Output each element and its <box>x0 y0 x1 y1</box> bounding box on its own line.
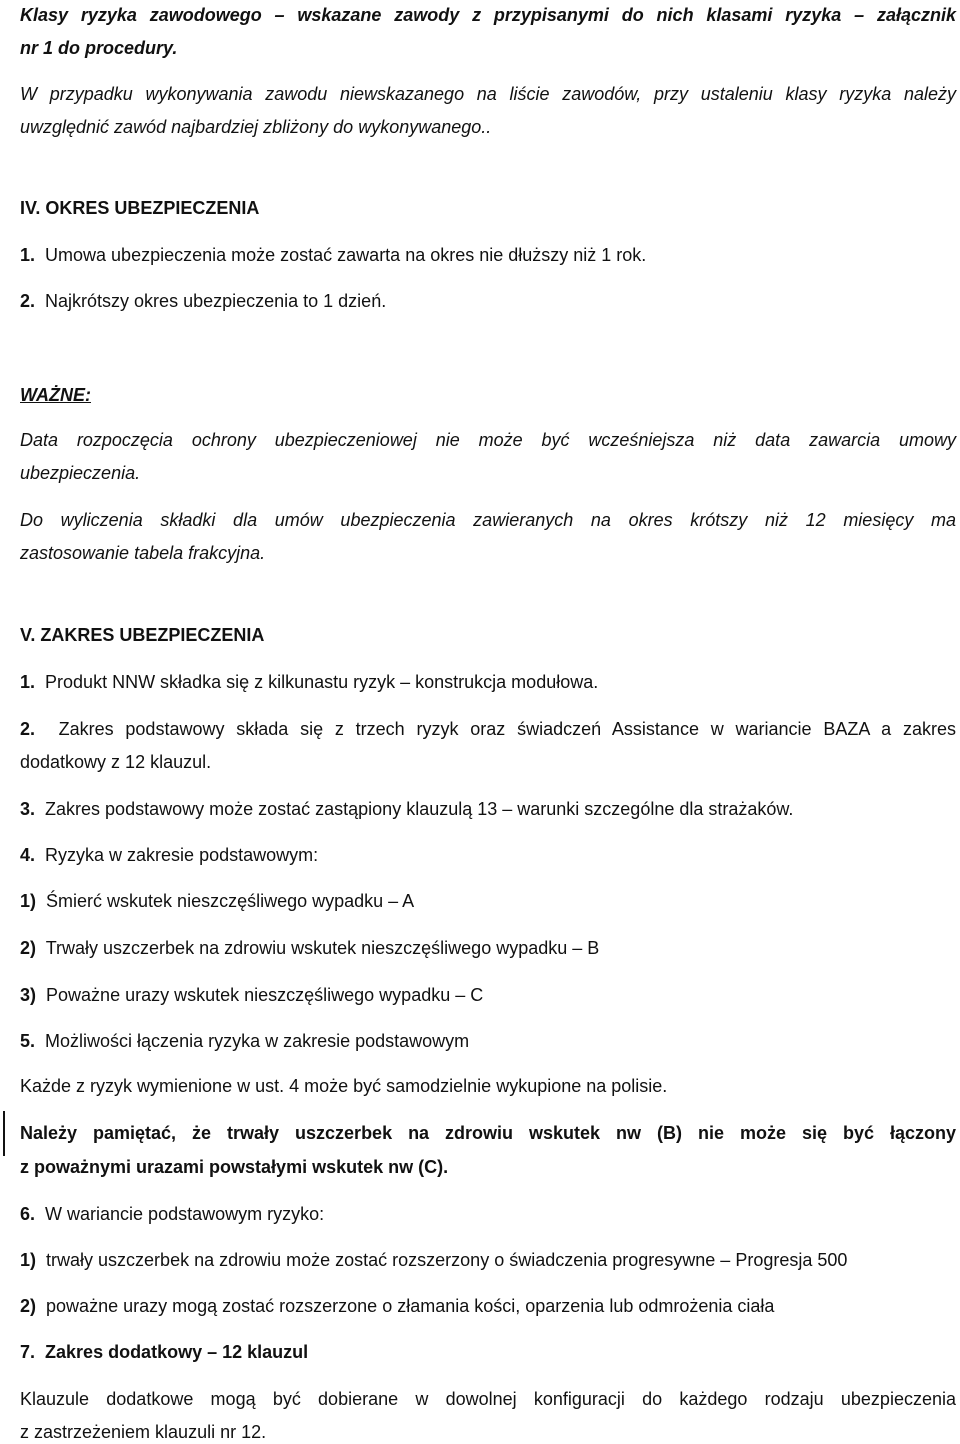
final-line-1: Klauzule dodatkowe mogą być dobierane w dowolnej konfiguracji do każdego rodzaju ubezpieczenia <box>20 1389 956 1409</box>
item-text: Śmierć wskutek nieszczęśliwego wypadku – A <box>46 891 415 911</box>
item-text: Poważne urazy wskutek nieszczęśliwego wypadku – C <box>46 985 484 1005</box>
item-text: Najkrótszy okres ubezpieczenia to 1 dzień. <box>45 291 387 311</box>
section-v-para-3 <box>20 797 793 821</box>
item-text: Możliwości łączenia ryzyka w zakresie podstawowym <box>45 1031 470 1051</box>
item-number: 1) <box>20 891 37 911</box>
top-line-1: Klasy ryzyka zawodowego – wskazane zawody z przypisanymi do nich klasami ryzyka – załącznik <box>20 5 956 25</box>
note-1-line-2: ubezpieczenia. <box>20 463 141 483</box>
item-text: Zakres podstawowy może zostać zastąpiony klauzulą 13 – warunki szczególne dla strażaków. <box>45 799 794 819</box>
item-text: Ryzyka w zakresie podstawowym: <box>45 845 319 865</box>
item-text: Produkt NNW składka się z kilkunastu ryzyk – konstrukcja modułowa. <box>45 672 599 692</box>
note-2-line-2: zastosowanie tabela frakcyjna. <box>20 543 266 563</box>
top-line-4: uwzględnić zawód najbardziej zbliżony do wykonywanego.. <box>20 117 492 137</box>
item-number: 1) <box>20 1250 37 1270</box>
section-v-para-6 <box>20 1202 324 1226</box>
section-iv-item-1 <box>20 243 646 267</box>
final-line-2: z zastrzeżeniem klauzuli nr 12. <box>20 1422 267 1442</box>
item-number: 3. <box>20 799 36 819</box>
item-number: 1. <box>20 672 36 692</box>
item-number: 2. <box>20 719 36 739</box>
top-line-2: nr 1 do procedury. <box>20 38 178 58</box>
item-number: 6. <box>20 1204 36 1224</box>
item-number: 3) <box>20 985 37 1005</box>
item-number: 2) <box>20 1296 37 1316</box>
section-v-para-2-line-2: dodatkowy z 12 klauzul. <box>20 752 212 772</box>
risk-item-3 <box>20 983 483 1007</box>
warning-line-1: Należy pamiętać, że trwały uszczerbek na zdrowiu wskutek nw (B) nie może się być łączony <box>20 1123 956 1143</box>
section-v-para-5-text: Każde z ryzyk wymienione w ust. 4 może być samodzielnie wykupione na polisie. <box>20 1076 668 1096</box>
item-number: 2. <box>20 291 36 311</box>
item-text: Umowa ubezpieczenia może zostać zawarta na okres nie dłuższy niż 1 rok. <box>45 245 647 265</box>
variant-item-2 <box>20 1294 774 1318</box>
section-v-para-1 <box>20 670 598 694</box>
note-1-line-1: Data rozpoczęcia ochrony ubezpieczeniowej nie może być wcześniejsza niż data zawarcia umowy <box>20 430 956 450</box>
risk-item-1 <box>20 889 414 913</box>
item-text: poważne urazy mogą zostać rozszerzone o złamania kości, oparzenia lub odmrożenia ciała <box>46 1296 775 1316</box>
variant-item-1 <box>20 1248 847 1272</box>
item-text: Zakres dodatkowy – 12 klauzul <box>45 1342 309 1362</box>
item-text: Trwały uszczerbek na zdrowiu wskutek nieszczęśliwego wypadku – B <box>45 938 600 958</box>
section-v-para-2-line-1 <box>20 717 956 741</box>
item-number: 2) <box>20 938 37 958</box>
section-v-para-7 <box>20 1340 308 1364</box>
top-line-3: W przypadku wykonywania zawodu niewskazanego na liście zawodów, przy ustaleniu klasy ryzyka należy <box>20 84 956 104</box>
item-text: trwały uszczerbek na zdrowiu może zostać rozszerzony o świadczenia progresywne – Progresja 500 <box>46 1250 848 1270</box>
item-number: 4. <box>20 845 36 865</box>
item-text: W wariancie podstawowym ryzyko: <box>45 1204 325 1224</box>
section-v-para-4 <box>20 843 318 867</box>
note-2-line-1: Do wyliczenia składki dla umów ubezpieczenia zawieranych na okres krótszy niż 12 miesięcy ma <box>20 510 956 530</box>
item-number: 5. <box>20 1031 36 1051</box>
section-v-heading: V. ZAKRES UBEZPIECZENIA <box>20 625 265 645</box>
item-number: 7. <box>20 1342 36 1362</box>
section-iv-heading: IV. OKRES UBEZPIECZENIA <box>20 198 260 218</box>
section-iv-item-2 <box>20 289 386 313</box>
item-number: 1. <box>20 245 36 265</box>
section-v-para-5 <box>20 1029 469 1053</box>
warning-line-2: z poważnymi urazami powstałymi wskutek nw (C). <box>20 1157 449 1177</box>
change-bar <box>3 1111 5 1156</box>
important-label: WAŻNE: <box>20 385 91 405</box>
risk-item-2 <box>20 936 599 960</box>
item-text: Zakres podstawowy składa się z trzech ryzyk oraz świadczeń Assistance w wariancie BAZA a zakres <box>58 719 956 739</box>
